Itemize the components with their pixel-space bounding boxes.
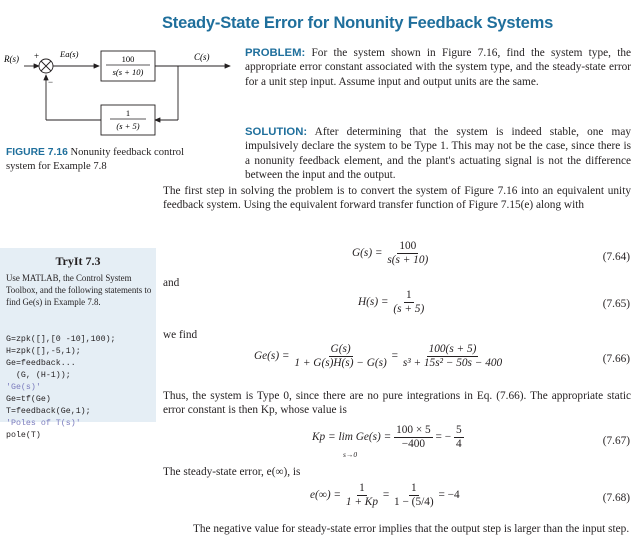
- equation-7-66: [254, 343, 504, 370]
- figure-caption: [6, 146, 242, 174]
- eq-number-7-66: (7.66): [602, 353, 630, 365]
- equation-7-67: [312, 424, 464, 451]
- figure-label: FIGURE 7.16: [6, 147, 68, 158]
- code-line: G=zpk([],[0 -10],100);: [6, 335, 116, 344]
- eq-lhs: e(∞) =: [310, 489, 342, 502]
- output-label: C(s): [194, 52, 210, 62]
- equation-7-65: [358, 289, 426, 316]
- eq-equals: =: [382, 489, 390, 502]
- eq-rhs: = −4: [438, 489, 460, 502]
- and-text: and: [163, 277, 180, 289]
- error-label: Ea(s): [60, 49, 79, 59]
- paragraph-thus: Thus, the system is Type 0, since there are no pure integrations in Eq. (7.66). The appropriate static error constant is then Kp, whose value is: [163, 390, 631, 417]
- problem-lead: PROBLEM:: [245, 47, 306, 59]
- problem-paragraph: [245, 46, 631, 89]
- lim-subscript: s→0: [343, 450, 358, 459]
- eq-lhs: Kp = lim Ge(s) =: [312, 431, 392, 444]
- code-line: 'Ge(s)': [6, 383, 41, 392]
- eq-lhs: G(s) =: [352, 247, 383, 260]
- plus-sign: +: [34, 51, 40, 61]
- eq-number-7-64: (7.64): [602, 251, 630, 263]
- problem-text: For the system shown in Figure 7.16, find the system type, the appropriate error constant associated with the system type, and the steady-state error for a unit step input. Assume input and output units are the same.: [245, 47, 631, 88]
- eq-den: −400: [401, 438, 426, 450]
- eq-den: s³ + 15s² − 50s − 400: [402, 357, 503, 369]
- code-line: (G, (H-1));: [6, 371, 71, 380]
- eq-num: 1: [411, 482, 417, 494]
- feedback-block-num: 1: [125, 108, 131, 118]
- eq-equals: = −: [435, 431, 452, 444]
- eq-num: G(s): [330, 343, 351, 355]
- code-line: pole(T): [6, 431, 41, 440]
- eq-den: 1 − (5/4): [394, 496, 434, 508]
- eq-num: 5: [455, 424, 462, 436]
- eq-number-7-65: (7.65): [602, 298, 630, 310]
- eq-num: 1: [359, 482, 365, 494]
- eq-den: 1 + G(s)H(s) − G(s): [294, 357, 387, 369]
- forward-block-num: 100: [121, 54, 135, 64]
- feedback-block-den: (s + 5): [116, 121, 140, 131]
- eq-equals: =: [391, 350, 399, 363]
- eq-number-7-68: (7.68): [602, 492, 630, 504]
- code-line: Ge=feedback...: [6, 359, 76, 368]
- eq-den: 1 + Kp: [345, 496, 378, 508]
- block-diagram: [0, 40, 236, 140]
- eq-den: s(s + 10): [387, 254, 429, 266]
- we-find-text: we find: [163, 329, 198, 341]
- tryit-text: Use MATLAB, the Control System Toolbox, and the following statements to find Ge(s) in Example 7.8.: [6, 273, 152, 307]
- eq-num: 100(s + 5): [428, 343, 477, 355]
- equation-7-64: [352, 240, 430, 267]
- solution-paragraph: [245, 125, 631, 182]
- eq-den: 4: [455, 438, 462, 450]
- eq-num: 100 × 5: [396, 424, 431, 436]
- tryit-code: [6, 322, 116, 454]
- code-line: 'Poles of T(s)': [6, 419, 81, 428]
- eq-num: 100: [399, 240, 417, 252]
- forward-block-den: s(s + 10): [112, 67, 144, 77]
- code-line: Ge=tf(Ge): [6, 395, 51, 404]
- eq-den: (s + 5): [393, 303, 425, 315]
- page-title: Steady-State Error for Nonunity Feedback Systems: [162, 14, 554, 32]
- tryit-title: TryIt 7.3: [55, 254, 101, 268]
- eq-num: 1: [405, 289, 412, 301]
- code-line: H=zpk([],-5,1);: [6, 347, 81, 356]
- eq-lhs: Ge(s) =: [254, 350, 290, 363]
- input-label: R(s): [4, 54, 19, 64]
- equation-7-68: [310, 482, 460, 509]
- closing-paragraph: The negative value for steady-state error implies that the output step is larger than the input step.: [193, 523, 630, 535]
- summing-junction: [39, 59, 53, 73]
- eq-number-7-67: (7.67): [602, 435, 630, 447]
- minus-sign: −: [48, 77, 54, 87]
- sse-text: The steady-state error, e(∞), is: [163, 466, 301, 478]
- paragraph-1: The first step in solving the problem is to convert the system of Figure 7.16 into an equivalent unity feedback system. Using the equivalent forward transfer function of Figure 7.15(e) along with: [163, 185, 631, 212]
- figure-caption-line2: system for Example 7.8: [6, 161, 107, 172]
- solution-lead: SOLUTION:: [245, 126, 308, 138]
- code-line: T=feedback(Ge,1);: [6, 407, 91, 416]
- eq-lhs: H(s) =: [358, 296, 389, 309]
- figure-caption-line1: Nonunity feedback control: [70, 147, 185, 158]
- solution-text: After determining that the system is indeed stable, one may impulsively declare the system to be Type 1. This may not be the case, since there is a nonunity feedback element, and the plant's actuating signal is not the difference between the input and the output.: [245, 126, 631, 181]
